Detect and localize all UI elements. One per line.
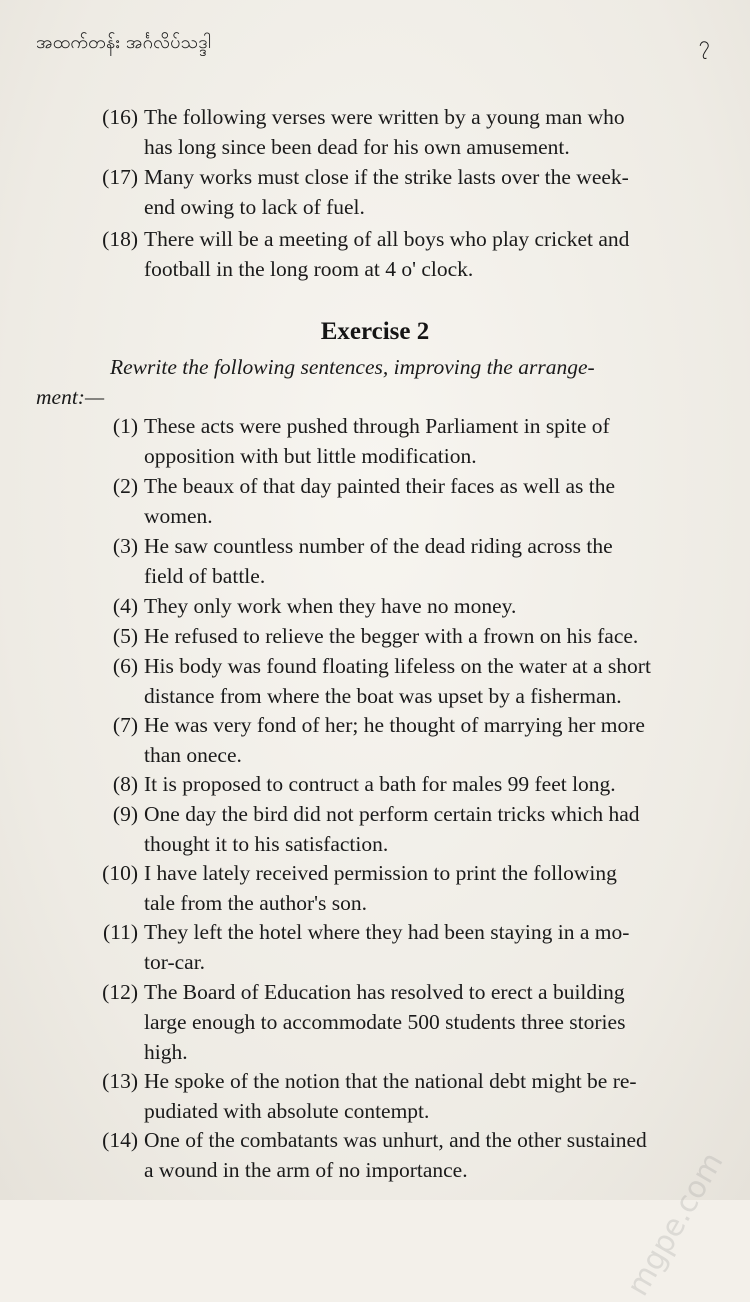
item-line: high. — [144, 1037, 625, 1067]
item-line: than onece. — [144, 740, 645, 770]
list-item — [96, 651, 651, 711]
list-item — [90, 917, 629, 977]
item-line: There will be a meeting of all boys who play cricket and — [144, 224, 629, 254]
item-text — [144, 710, 645, 770]
list-item — [96, 621, 638, 651]
item-number: (6) — [96, 651, 138, 711]
item-number: (9) — [96, 799, 138, 859]
item-text — [144, 621, 638, 651]
running-header: အထက်တန်း အင်္ဂလိပ်သဒ္ဒါ — [36, 30, 211, 57]
list-item — [90, 162, 629, 222]
list-item — [96, 531, 613, 591]
item-line: The beaux of that day painted their faces as well as the — [144, 471, 615, 501]
item-line: distance from where the boat was upset by a fisherman. — [144, 681, 651, 711]
item-text — [144, 799, 640, 859]
item-line: One of the combatants was unhurt, and the other sustained — [144, 1125, 647, 1155]
list-item — [90, 1066, 637, 1126]
item-line: The Board of Education has resolved to erect a building — [144, 977, 625, 1007]
item-number: (7) — [96, 710, 138, 770]
item-number: (13) — [90, 1066, 138, 1126]
item-line: Many works must close if the strike lasts over the week- — [144, 162, 629, 192]
list-item — [90, 1125, 647, 1185]
exercise-instruction-continued: ment:— — [36, 382, 104, 412]
item-line: opposition with but little modification. — [144, 441, 610, 471]
item-line: His body was found floating lifeless on the water at a short — [144, 651, 651, 681]
item-text — [144, 224, 629, 284]
item-number: (8) — [96, 769, 138, 799]
item-text — [144, 591, 516, 621]
list-item — [90, 977, 625, 1067]
item-number: (17) — [90, 162, 138, 222]
item-line: The following verses were written by a young man who — [144, 102, 625, 132]
page-number: ၇ — [699, 30, 710, 60]
item-number: (2) — [96, 471, 138, 531]
item-number: (18) — [90, 224, 138, 284]
item-line: It is proposed to contruct a bath for males 99 feet long. — [144, 769, 616, 799]
item-line: One day the bird did not perform certain tricks which had — [144, 799, 640, 829]
list-item — [96, 769, 616, 799]
item-text — [144, 1125, 647, 1185]
item-line: He was very fond of her; he thought of marrying her more — [144, 710, 645, 740]
item-line: women. — [144, 501, 615, 531]
list-item — [96, 710, 645, 770]
exercise-instruction: Rewrite the following sentences, improving the arrange- — [110, 352, 595, 382]
list-item — [90, 224, 629, 284]
item-number: (16) — [90, 102, 138, 162]
list-item — [96, 471, 615, 531]
item-line: pudiated with absolute contempt. — [144, 1096, 637, 1126]
list-item — [96, 591, 516, 621]
list-item — [90, 858, 617, 918]
item-text — [144, 977, 625, 1067]
item-text — [144, 531, 613, 591]
item-text — [144, 471, 615, 531]
item-line: tale from the author's son. — [144, 888, 617, 918]
item-number: (11) — [90, 917, 138, 977]
item-number: (5) — [96, 621, 138, 651]
item-text — [144, 162, 629, 222]
item-text — [144, 1066, 637, 1126]
item-number: (1) — [96, 411, 138, 471]
item-text — [144, 411, 610, 471]
item-number: (4) — [96, 591, 138, 621]
exercise-title: Exercise 2 — [0, 316, 750, 348]
item-text — [144, 102, 625, 162]
item-text — [144, 917, 629, 977]
item-line: has long since been dead for his own amusement. — [144, 132, 625, 162]
list-item — [90, 102, 625, 162]
item-line: thought it to his satisfaction. — [144, 829, 640, 859]
watermark: mgpe.com — [620, 1147, 730, 1302]
item-line: They left the hotel where they had been staying in a mo- — [144, 917, 629, 947]
item-line: He refused to relieve the begger with a frown on his face. — [144, 621, 638, 651]
item-line: He spoke of the notion that the national debt might be re- — [144, 1066, 637, 1096]
item-line: end owing to lack of fuel. — [144, 192, 629, 222]
item-line: They only work when they have no money. — [144, 591, 516, 621]
list-item — [96, 411, 610, 471]
list-item — [96, 799, 640, 859]
item-number: (12) — [90, 977, 138, 1067]
item-text — [144, 651, 651, 711]
item-text — [144, 769, 616, 799]
item-line: field of battle. — [144, 561, 613, 591]
item-line: large enough to accommodate 500 students three stories — [144, 1007, 625, 1037]
item-line: He saw countless number of the dead riding across the — [144, 531, 613, 561]
item-number: (3) — [96, 531, 138, 591]
item-line: These acts were pushed through Parliament in spite of — [144, 411, 610, 441]
item-line: football in the long room at 4 o' clock. — [144, 254, 629, 284]
item-number: (10) — [90, 858, 138, 918]
item-text — [144, 858, 617, 918]
item-line: a wound in the arm of no importance. — [144, 1155, 647, 1185]
item-line: I have lately received permission to print the following — [144, 858, 617, 888]
item-line: tor-car. — [144, 947, 629, 977]
item-number: (14) — [90, 1125, 138, 1185]
